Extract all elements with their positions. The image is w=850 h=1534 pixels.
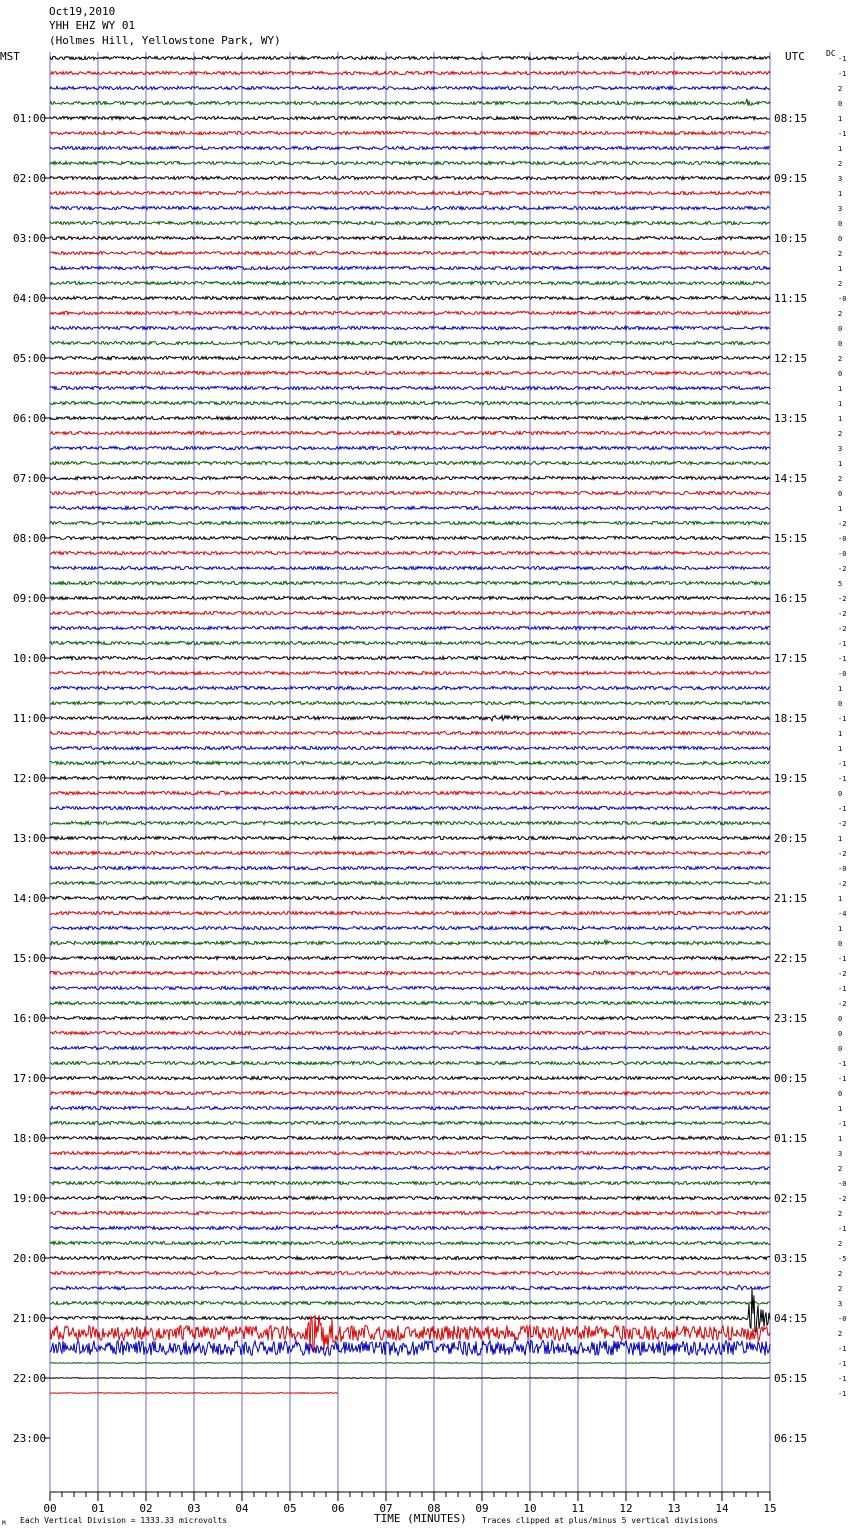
trace-row [50,1341,770,1356]
trace-row [50,221,770,224]
trace-row [50,86,770,89]
station-id: YHH EHZ WY 01 [49,19,136,32]
mst-hour-label: 03:00 [13,232,47,245]
trace-row [50,401,770,404]
mst-hour-label: 11:00 [13,712,47,725]
dc-offset-value: 2 [838,355,843,363]
dc-offset-value: -1 [838,715,847,723]
trace-row [50,476,770,479]
dc-offset-value: -1 [838,655,847,663]
dc-offset-value: -1 [838,1120,847,1128]
utc-hour-label: 00:15 [774,1072,808,1085]
trace-row [50,1211,770,1214]
dc-offset-value: 1 [838,400,843,408]
trace-row [50,1061,770,1064]
mst-hour-label: 09:00 [13,592,47,605]
trace-row [50,791,770,794]
dc-offset-value: -1 [838,130,847,138]
trace-row [50,71,770,74]
dc-offset-value: -2 [838,880,847,888]
trace-row [50,1289,770,1332]
dc-offset-value: 0 [838,325,843,333]
trace-row [50,161,770,164]
trace-row [50,716,770,721]
dc-offset-value: 0 [838,1045,843,1053]
trace-row [50,266,770,269]
trace-row [50,581,770,584]
dc-offset-value: -1 [838,1075,847,1083]
dc-offset-value: -0 [838,295,847,303]
dc-offset-value: -2 [838,850,847,858]
trace-row [50,251,770,254]
dc-offset-value: 1 [838,730,843,738]
dc-offset-value: 2 [838,250,843,258]
trace-row [50,386,770,389]
utc-hour-label: 18:15 [774,712,808,725]
trace-row [50,986,770,989]
dc-offset-value: 1 [838,505,843,513]
dc-offset-value: 3 [838,175,843,183]
trace-row [50,176,770,179]
trace-row [50,206,770,209]
trace-row [50,296,770,299]
dc-offset-labels [838,55,846,1398]
utc-hour-label: 15:15 [774,532,808,545]
utc-hour-label: 11:15 [774,292,808,305]
trace-row [50,461,770,464]
mst-hour-label: 08:00 [13,532,47,545]
utc-hour-label: 05:15 [774,1372,808,1385]
dc-offset-value: 0 [838,1015,843,1023]
dc-offset-value: 2 [838,1270,843,1278]
mst-hour-label: 17:00 [13,1072,47,1085]
trace-row [50,551,770,554]
corner-mark: M [2,1520,6,1527]
dc-offset-value: -0 [838,865,847,873]
dc-offset-value: -1 [838,1390,847,1398]
trace-row [50,1393,338,1394]
mst-hour-label: 21:00 [13,1312,47,1325]
trace-row [50,1091,770,1094]
trace-row [50,626,770,629]
clipping-note: Traces clipped at plus/minus 5 vertical divisions [482,1516,719,1525]
dc-offset-value: 0 [838,100,843,108]
mst-hour-label: 16:00 [13,1012,47,1025]
station-location: (Holmes Hill, Yellowstone Park, WY) [49,34,281,47]
dc-offset-value: 0 [838,700,843,708]
utc-hour-label: 03:15 [774,1252,808,1265]
utc-hour-label: 17:15 [774,652,808,665]
trace-row [50,536,770,539]
utc-hour-label: 08:15 [774,112,808,125]
dc-offset-value: 0 [838,790,843,798]
trace-row [50,851,770,854]
trace-row [50,1241,770,1244]
dc-offset-value: 2 [838,430,843,438]
time-axis-label: 05 [283,1502,297,1515]
trace-row [50,416,770,419]
dc-offset-value: -1 [838,55,847,63]
dc-offset-value: -2 [838,970,847,978]
dc-offset-value: 3 [838,445,843,453]
trace-row [50,940,770,945]
dc-offset-value: -1 [838,70,847,78]
trace-row [50,611,770,614]
utc-hour-label: 13:15 [774,412,808,425]
trace-row [50,1256,770,1259]
time-axis-label: 01 [91,1502,105,1515]
trace-row [50,911,770,914]
trace-row [50,431,770,434]
trace-row [50,146,770,149]
trace-row [50,99,770,106]
utc-hour-label: 14:15 [774,472,808,485]
trace-row [50,1031,770,1034]
dc-offset-value: 2 [838,280,843,288]
left-timezone-label: MST [0,50,20,63]
mst-hour-label: 01:00 [13,112,47,125]
utc-hour-label: 01:15 [774,1132,808,1145]
time-axis-label: 04 [235,1502,249,1515]
time-axis-label: 10 [523,1502,537,1515]
dc-offset-value: 2 [838,1165,843,1173]
dc-offset-value: 2 [838,160,843,168]
utc-hour-label: 23:15 [774,1012,808,1025]
mst-hour-label: 05:00 [13,352,47,365]
trace-row [50,191,770,194]
x-axis-label: TIME (MINUTES) [374,1512,467,1525]
dc-offset-value: -1 [838,1060,847,1068]
trace-row [50,1285,770,1290]
trace-row [50,1363,770,1364]
mst-hour-label: 14:00 [13,892,47,905]
trace-row [50,836,770,839]
trace-row [50,1378,770,1379]
time-axis-label: 12 [619,1502,633,1515]
mst-hour-label: 06:00 [13,412,47,425]
right-timezone-label: UTC [785,50,805,63]
dc-offset-value: 1 [838,190,843,198]
utc-hour-label: 20:15 [774,832,808,845]
mst-hour-label: 23:00 [13,1432,47,1445]
mst-hour-label: 19:00 [13,1192,47,1205]
dc-offset-value: -0 [838,535,847,543]
dc-offset-value: 2 [838,1210,843,1218]
trace-row [50,236,770,239]
dc-offset-value: -1 [838,775,847,783]
utc-hour-label: 02:15 [774,1192,808,1205]
dc-offset-value: 0 [838,220,843,228]
dc-offset-value: 3 [838,205,843,213]
dc-offset-value: 0 [838,940,843,948]
dc-offset-value: 0 [838,1030,843,1038]
dc-offset-value: 0 [838,490,843,498]
trace-row [50,371,770,374]
trace-row [50,1136,770,1139]
dc-offset-value: -1 [838,640,847,648]
dc-offset-value: 1 [838,265,843,273]
trace-row [50,596,770,599]
trace-row [50,446,770,449]
dc-offset-value: 0 [838,235,843,243]
dc-offset-value: -1 [838,1225,847,1233]
dc-offset-value: 1 [838,385,843,393]
utc-hour-label: 10:15 [774,232,808,245]
trace-row [50,866,770,869]
mst-hour-label: 15:00 [13,952,47,965]
mst-hour-label: 04:00 [13,292,47,305]
dc-offset-value: -1 [838,985,847,993]
time-axis-label: 08 [427,1502,441,1515]
trace-row [50,1016,770,1019]
trace-row [50,956,770,959]
seismic-traces [50,56,770,1393]
dc-offset-value: 1 [838,115,843,123]
dc-offset-value: 0 [838,340,843,348]
utc-hour-label: 21:15 [774,892,808,905]
dc-offset-value: -0 [838,1180,847,1188]
utc-hour-label: 22:15 [774,952,808,965]
dc-offset-value: 3 [838,1300,843,1308]
trace-row [50,971,770,974]
dc-offset-value: -0 [838,550,847,558]
dc-offset-value: -2 [838,595,847,603]
dc-offset-value: -2 [838,625,847,633]
trace-row [50,641,770,644]
trace-row [50,281,770,284]
mst-hour-label: 02:00 [13,172,47,185]
dc-offset-value: -2 [838,520,847,528]
trace-row [50,326,770,329]
trace-row [50,56,770,59]
dc-offset-value: -1 [838,805,847,813]
mst-hour-label: 18:00 [13,1132,47,1145]
trace-row [50,506,770,509]
time-axis-label: 09 [475,1502,489,1515]
trace-row [50,341,770,344]
trace-row [50,566,770,569]
trace-row [50,1225,770,1229]
trace-row [50,1181,770,1184]
dc-offset-value: -1 [838,1375,847,1383]
trace-row [50,686,770,689]
dc-offset-value: -2 [838,820,847,828]
trace-row [50,1151,770,1154]
mst-hour-label: 07:00 [13,472,47,485]
dc-offset-value: 3 [838,1150,843,1158]
dc-offset-value: 1 [838,460,843,468]
dc-offset-value: -5 [838,1255,847,1263]
dc-offset-value: 1 [838,895,843,903]
trace-row [50,1046,770,1049]
trace-row [50,731,770,734]
mst-hour-label: 13:00 [13,832,47,845]
time-axis-label: 11 [571,1502,585,1515]
trace-row [50,1166,770,1169]
dc-offset-value: 2 [838,310,843,318]
dc-offset-value: 2 [838,1285,843,1293]
trace-row [50,521,770,524]
utc-hour-label: 06:15 [774,1432,808,1445]
trace-row [50,656,770,659]
dc-offset-value: 2 [838,1240,843,1248]
time-axis-label: 00 [43,1502,57,1515]
dc-offset-value: 1 [838,145,843,153]
dc-offset-value: 1 [838,1105,843,1113]
time-axis-label: 03 [187,1502,201,1515]
dc-offset-value: -1 [838,760,847,768]
trace-row [50,1076,770,1079]
trace-row [50,1301,770,1304]
dc-offset-value: 1 [838,415,843,423]
dc-offset-value: 1 [838,1135,843,1143]
station-date: Oct19,2010 [49,5,116,18]
dc-offset-value: -1 [838,955,847,963]
dc-label: DC [826,49,836,58]
mst-hour-label: 22:00 [13,1372,47,1385]
trace-row [50,701,770,704]
utc-hour-label: 04:15 [774,1312,808,1325]
trace-row [50,806,770,809]
dc-offset-value: 1 [838,925,843,933]
trace-row [50,671,770,674]
mst-hour-label: 12:00 [13,772,47,785]
trace-row [50,881,770,884]
trace-row [50,1271,770,1274]
dc-offset-value: -0 [838,670,847,678]
trace-row [50,821,770,824]
trace-row [50,1106,770,1109]
dc-offset-value: -1 [838,1360,847,1368]
trace-row [50,776,770,779]
dc-offset-value: 2 [838,1330,843,1338]
dc-offset-value: -1 [838,1345,847,1353]
time-axis-label: 13 [667,1502,681,1515]
trace-row [50,1001,770,1004]
trace-row [50,491,770,494]
dc-offset-value: 0 [838,1090,843,1098]
dc-offset-value: -2 [838,1195,847,1203]
trace-row [50,896,770,899]
trace-row [50,356,770,359]
trace-row [50,926,770,929]
utc-hour-label: 19:15 [774,772,808,785]
dc-offset-value: 2 [838,85,843,93]
time-axis-label: 02 [139,1502,153,1515]
dc-offset-value: 0 [838,370,843,378]
dc-offset-value: 1 [838,685,843,693]
trace-row [50,1196,770,1199]
mst-hour-label: 20:00 [13,1252,47,1265]
trace-row [50,311,770,314]
dc-offset-value: -2 [838,1000,847,1008]
time-axis-label: 14 [715,1502,729,1515]
dc-offset-value: -4 [838,910,847,918]
time-axis-label: 06 [331,1502,345,1515]
utc-hour-label: 12:15 [774,352,808,365]
trace-row [50,116,770,119]
trace-row [50,131,770,134]
vertical-division-note: Each Vertical Division = 1333.33 microvolts [20,1516,228,1525]
trace-row [50,761,770,764]
trace-row [50,746,770,749]
time-axis-label: 15 [763,1502,777,1515]
dc-offset-value: 5 [838,580,843,588]
trace-row [50,1121,770,1124]
dc-offset-value: 2 [838,475,843,483]
utc-hour-label: 09:15 [774,172,808,185]
utc-hour-label: 16:15 [774,592,808,605]
dc-offset-value: -2 [838,610,847,618]
dc-offset-value: 1 [838,835,843,843]
dc-offset-value: -2 [838,565,847,573]
dc-offset-value: -0 [838,1315,847,1323]
time-axis-label: 07 [379,1502,393,1515]
dc-offset-value: 1 [838,745,843,753]
mst-hour-label: 10:00 [13,652,47,665]
